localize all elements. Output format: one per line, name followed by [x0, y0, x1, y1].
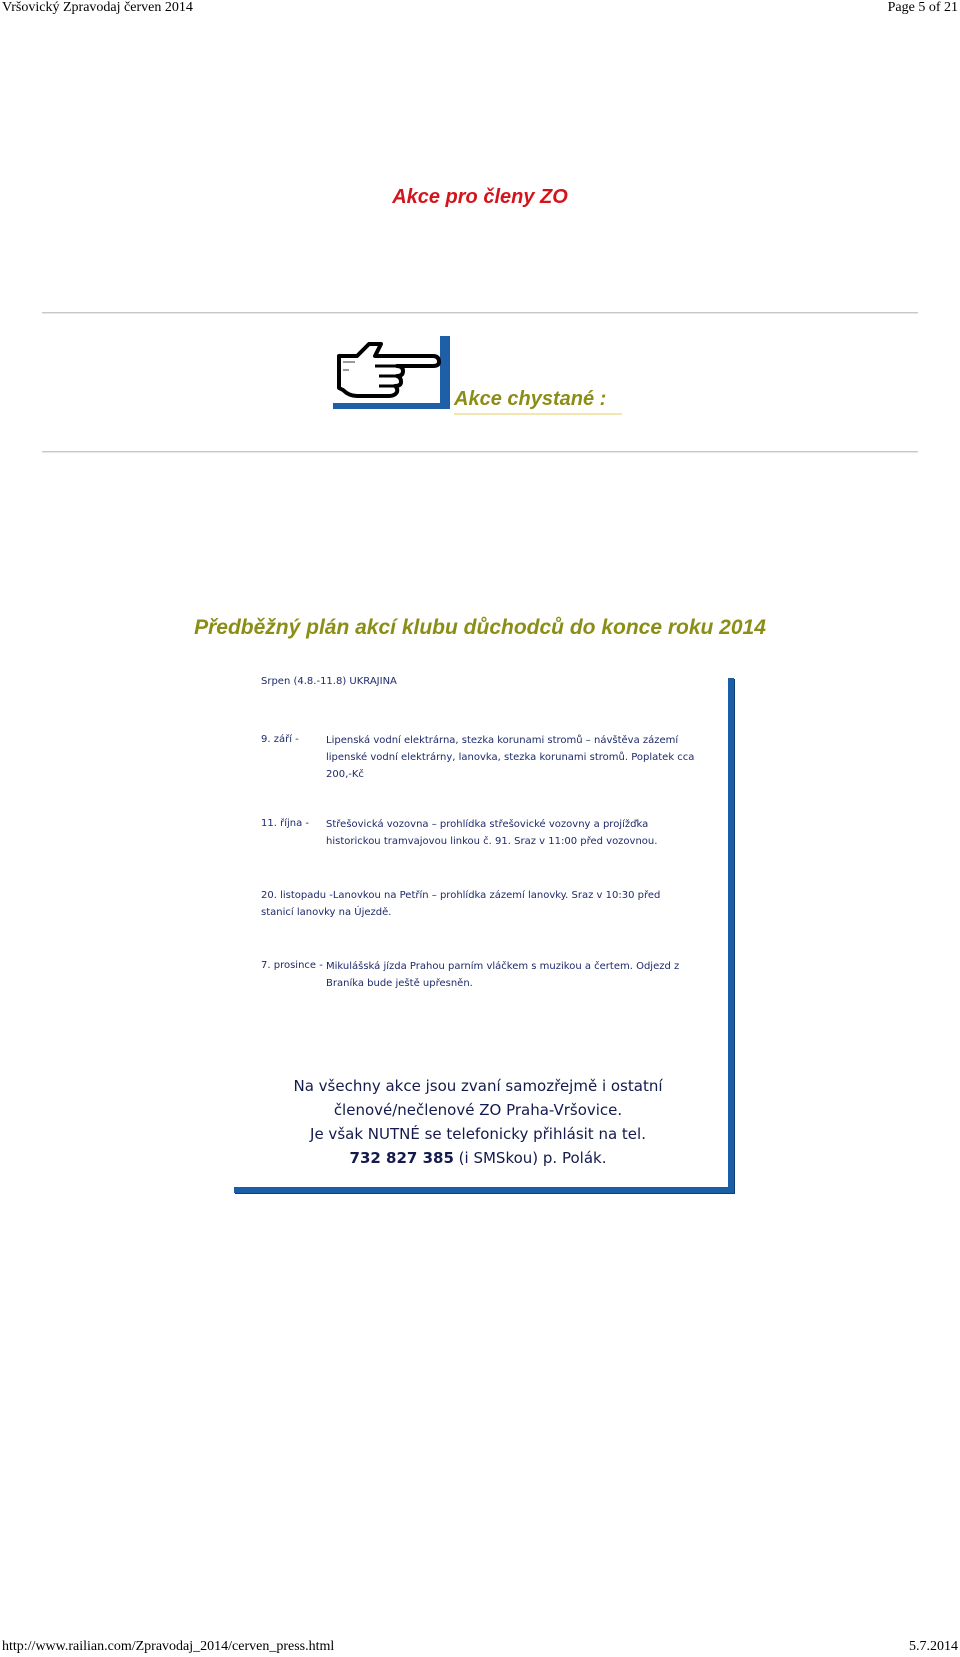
event-date-dec: 7. prosince -	[261, 960, 323, 971]
event-date-oct: 11. října -	[261, 818, 310, 829]
flyer-first-line: Srpen (4.8.-11.8) UKRAJINA	[261, 676, 397, 687]
event-date-sep: 9. září -	[261, 734, 299, 745]
divider-top	[42, 312, 918, 314]
pointing-hand-icon	[333, 336, 450, 409]
contact-phone: 732 827 385	[349, 1149, 454, 1167]
event-desc-dec: Mikulášská jízda Prahou parním vláčkem s muzikou a čertem. Odjezd z Braníka bude ještě upřesněn.	[326, 961, 680, 989]
section-title: Akce pro členy ZO	[392, 186, 568, 208]
page-url: http://www.railian.com/Zpravodaj_2014/cerven_press.html	[2, 1639, 335, 1654]
plan-title: Předběžný plán akcí klubu důchodců do konce roku 2014	[194, 616, 766, 639]
closing-line-4-rest: (i SMSkou) p. Polák.	[453, 1149, 607, 1167]
events-flyer-image	[228, 672, 728, 1187]
event-nov: 20. listopadu -Lanovkou na Petřín – prohlídka zázemí lanovky. Sraz v 10:30 před stanicí lanovky na Újezdě.	[261, 890, 661, 918]
prepared-underline	[454, 413, 622, 415]
closing-line-2: členové/nečlenové ZO Praha-Vršovice.	[333, 1101, 623, 1119]
event-desc-sep: Lipenská vodní elektrárna, stezka korunami stromů – návštěva zázemí lipenské vodní elektrárny, lanovka, stezka korunami stromů. Poplatek cca 200,-Kč	[326, 735, 695, 780]
closing-line-4	[248, 1146, 708, 1170]
page-header-title: Vršovický Zpravodaj červen 2014	[2, 0, 193, 15]
pointing-hand-icon-graphic	[335, 338, 441, 400]
closing-line-3: Je však NUTNÉ se telefonicky přihlásit na tel.	[310, 1125, 646, 1143]
page-number: Page 5 of 21	[887, 0, 958, 15]
event-desc-oct: Střešovická vozovna – prohlídka střešovické vozovny a projížďka historickou tramvajovou linkou č. 91. Sraz v 11:00 před vozovnou.	[326, 819, 658, 847]
divider-bottom	[42, 451, 918, 453]
flyer-closing-note	[248, 1074, 708, 1170]
prepared-events-label: Akce chystané :	[454, 388, 607, 410]
print-date: 5.7.2014	[909, 1639, 958, 1654]
closing-line-1: Na všechny akce jsou zvaní samozřejmě i ostatní	[293, 1077, 663, 1095]
